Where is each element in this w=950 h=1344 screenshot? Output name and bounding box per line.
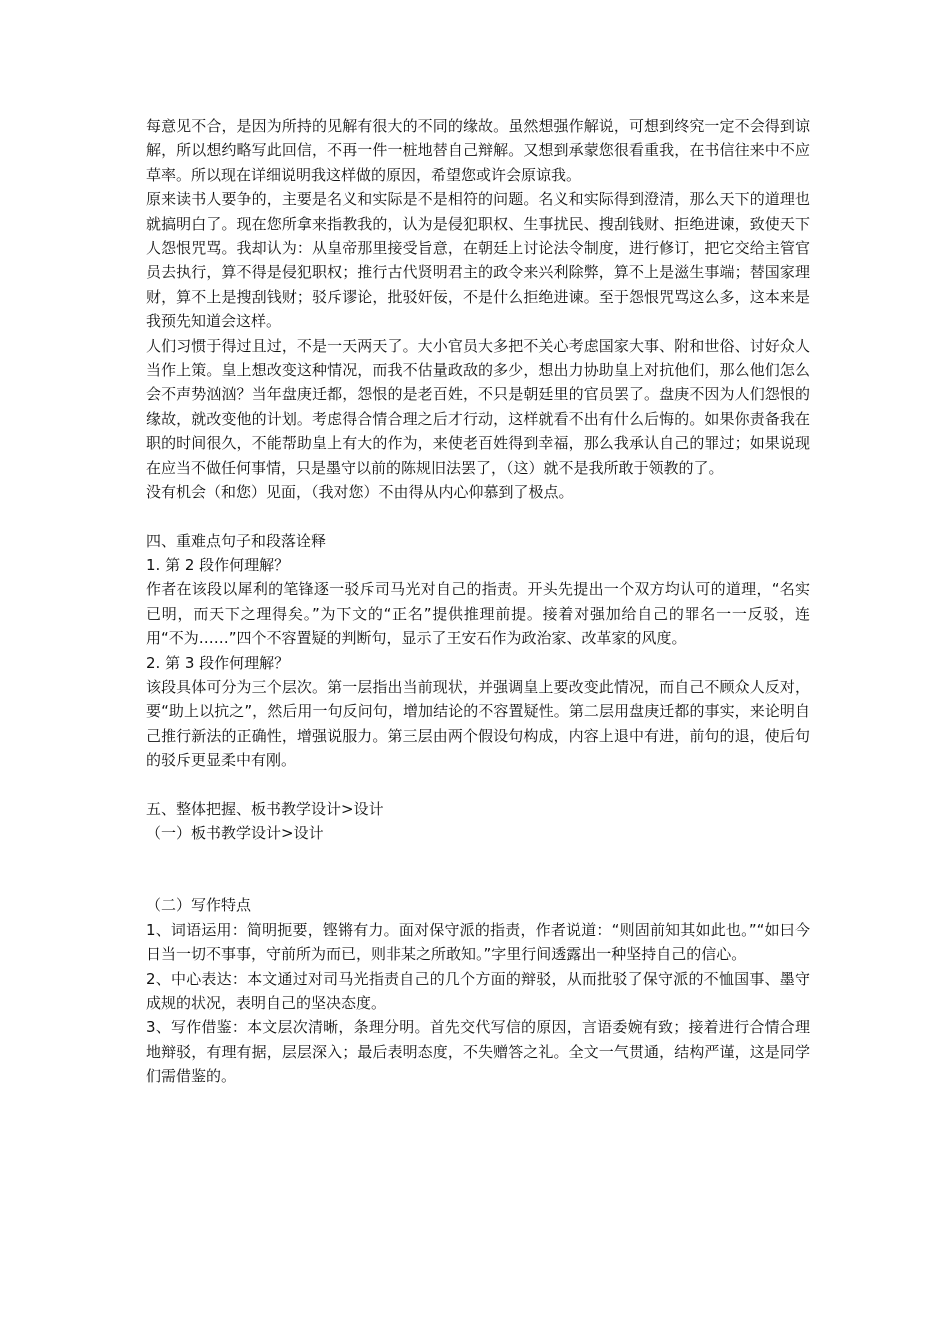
document-body bbox=[146, 114, 810, 1089]
subheading-writing-features: （二）写作特点 bbox=[146, 896, 252, 915]
section-heading-5: 五、整体把握、板书教学设计>设计 bbox=[146, 799, 384, 818]
paragraph-closing: 没有机会（和您）见面，（我对您）不由得从内心仰慕到了极点。 bbox=[146, 483, 574, 502]
paragraph-name-and-reality: 原来读书人要争的，主要是名义和实际是不是相符的问题。名义和实际得到澄清，那么天下的道理也就搞明白了。现在您所拿来指教我的，认为是侵犯职权、生事扰民、搜刮钱财、拒绝进谏，致使天下人怨恨咒骂。我却认为：从皇帝那里接受旨意，在朝廷上讨论法令制度，进行修订，把它交给主管官员去执行，算不得是侵犯职权；推行古代贤明君主的政令来兴利除弊，算不上是滋生事端；替国家理财，算不上是搜刮钱财；驳斥谬论，批驳奸佞，不是什么拒绝进谏。至于怨恨咒骂这么多，这本来是我预先知道会这样。 bbox=[146, 190, 810, 331]
paragraph-reply-reason: 每意见不合，是因为所持的见解有很大的不同的缘故。虽然想强作解说，可想到终究一定不会得到谅解，所以想约略写此回信，不再一件一桩地替自己辩解。又想到承蒙您很看重我，在书信往来中不应草率。所以现在详细说明我这样做的原因，希望您或许会原谅我。 bbox=[146, 117, 810, 184]
question-1: 1. 第 2 段作何理解？ bbox=[146, 555, 290, 574]
subheading-board-design: （一）板书教学设计>设计 bbox=[146, 823, 324, 842]
spacer bbox=[146, 773, 810, 797]
paragraph-reform-resolve: 人们习惯于得过且过，不是一天两天了。大小官员大多把不关心考虑国家大事、附和世俗、讨好众人当作上策。皇上想改变这种情况，而我不估量政敌的多少，想出力协助皇上对抗他们，那么他们怎么会不声势汹汹？当年盘庚迁都，怨恨的是老百姓，不只是朝廷里的官员罢了。盘庚不因为人们怨恨的缘故，就改变他的计划。考虑得合情合理之后才行动，这样就看不出有什么后悔的。如果你责备我在职的时间很久，不能帮助皇上有大的作为，来使老百姓得到幸福，那么我承认自己的罪过；如果说现在应当不做任何事情，只是墨守以前的陈规旧法罢了，（这）就不是我所敢于领教的了。 bbox=[146, 336, 810, 477]
feature-item-2: 2、中心表达：本文通过对司马光指责自己的几个方面的辩驳，从而批驳了保守派的不恤国事、墨守成规的状况，表明自己的坚决态度。 bbox=[146, 969, 810, 1012]
spacer bbox=[146, 505, 810, 529]
answer-2: 该段具体可分为三个层次。第一层指出当前现状，并强调皇上要改变此情况，而自己不顾众人反对，要“助上以抗之”，然后用一句反问句，增加结论的不容置疑性。第二层用盘庚迁都的事实，来论明自己推行新法的正确性，增强说服力。第三层由两个假设句构成，内容上退中有进，前句的退，使后句的驳斥更显柔中有刚。 bbox=[146, 677, 810, 770]
spacer bbox=[146, 845, 810, 893]
answer-1: 作者在该段以犀利的笔锋逐一驳斥司马光对自己的指责。开头先提出一个双方均认可的道理，“名实已明，而天下之理得矣。”为下文的“正名”提供推理前提。接着对强加给自己的罪名一一反驳，连用“不为……”四个不容置疑的判断句，显示了王安石作为政治家、改革家的风度。 bbox=[146, 580, 810, 648]
feature-item-3: 3、写作借鉴：本文层次清晰，条理分明。首先交代写信的原因，言语委婉有致；接着进行合情合理地辩驳，有理有据，层层深入；最后表明态度，不失赠答之礼。全文一气贯通，结构严谨，这是同学们需借鉴的。 bbox=[146, 1018, 810, 1086]
section-heading-4: 四、重难点句子和段落诠释 bbox=[146, 531, 327, 550]
question-2: 2. 第 3 段作何理解？ bbox=[146, 653, 290, 672]
feature-item-1: 1、词语运用：简明扼要，铿锵有力。面对保守派的指责，作者说道：“则固前知其如此也。”“如曰今日当一切不事事，守前所为而已，则非某之所敢知。”字里行间透露出一种坚持自己的信心。 bbox=[146, 920, 810, 964]
